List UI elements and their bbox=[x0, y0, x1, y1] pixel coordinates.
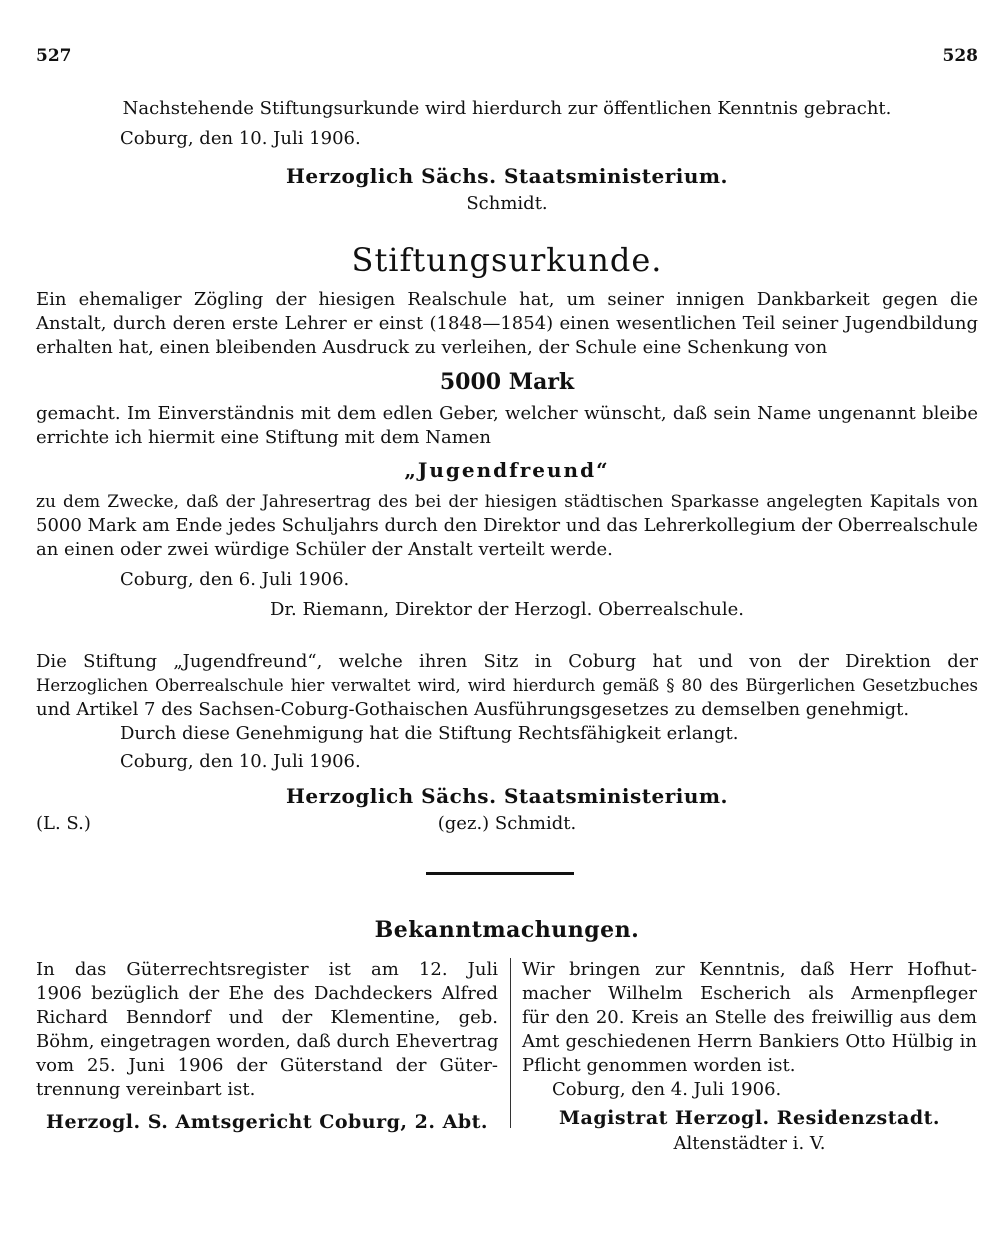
right-notice-line5: Pflicht genommen worden ist. bbox=[522, 1055, 796, 1076]
approval-line3: und Artikel 7 des Sachsen-Coburg-Gothaischen Ausführungsgesetzes zu demselben genehmigt. bbox=[36, 699, 910, 720]
deed-para1-line3: erhalten hat, einen bleibenden Ausdruck zu verleihen, der Schule eine Schenkung von bbox=[36, 337, 828, 358]
approval-line2: Herzoglichen Oberrealschule hier verwaltet wird, wird hierdurch gemäß § 80 des Bürgerlichen Gesetzbuches bbox=[36, 676, 978, 695]
notice-authority: Herzoglich Sächs. Staatsministerium. bbox=[285, 164, 729, 188]
approval-line1: Die Stiftung „Jugendfreund“, welche ihren Sitz in Coburg hat und von der Direktion der bbox=[36, 651, 978, 672]
deed-signer: Dr. Riemann, Direktor der Herzogl. Oberrealschule. bbox=[269, 599, 745, 620]
deed-para3-line2: 5000 Mark am Ende jedes Schuljahrs durch den Direktor und das Lehrerkollegium der Oberrealschule bbox=[36, 515, 978, 536]
approval-authority: Herzoglich Sächs. Staatsministerium. bbox=[285, 784, 729, 808]
right-notice-date: Coburg, den 4. Juli 1906. bbox=[552, 1079, 782, 1100]
column-divider bbox=[510, 958, 511, 1128]
left-notice-line3: Richard Benndorf und der Klementine, geb. bbox=[36, 1007, 498, 1028]
right-notice-line3: für den 20. Kreis an Stelle des freiwillig aus dem bbox=[522, 1007, 977, 1028]
left-notice-line6: trennung vereinbart ist. bbox=[36, 1079, 256, 1100]
deed-date: Coburg, den 6. Juli 1906. bbox=[120, 569, 350, 590]
notice-date: Coburg, den 10. Juli 1906. bbox=[120, 128, 361, 149]
right-notice-signer: Altenstädter i. V. bbox=[673, 1133, 826, 1154]
right-notice-signature: Magistrat Herzogl. Residenzstadt. bbox=[558, 1107, 940, 1129]
announcements-title: Bekanntmachungen. bbox=[374, 917, 640, 943]
approval-signer: (gez.) Schmidt. bbox=[437, 813, 577, 834]
page-number-left: 527 bbox=[36, 46, 72, 66]
section-divider-rule bbox=[426, 872, 574, 875]
deed-para1-line2: Anstalt, durch deren erste Lehrer er einst (1848—1854) einen wesentlichen Teil seiner Jugendbildung bbox=[36, 313, 978, 334]
approval-line4: Durch diese Genehmigung hat die Stiftung Rechtsfähigkeit erlangt. bbox=[120, 723, 739, 744]
notice-intro: Nachstehende Stiftungsurkunde wird hierdurch zur öffentlichen Kenntnis gebracht. bbox=[122, 98, 892, 119]
deed-title: Stiftungsurkunde. bbox=[351, 241, 663, 279]
notice-signer: Schmidt. bbox=[466, 193, 548, 214]
right-notice-line1: Wir bringen zur Kenntnis, daß Herr Hofhut- bbox=[522, 959, 977, 980]
deed-foundation-name: „Jugendfreund“ bbox=[404, 458, 610, 482]
left-notice-line2: 1906 bezüglich der Ehe des Dachdeckers Alfred bbox=[36, 983, 498, 1004]
page-number-right: 528 bbox=[942, 46, 978, 66]
left-notice-line1: In das Güterrechtsregister ist am 12. Juli bbox=[36, 959, 498, 980]
approval-date: Coburg, den 10. Juli 1906. bbox=[120, 751, 361, 772]
seal-mark: (L. S.) bbox=[36, 813, 91, 834]
deed-para2-line2: errichte ich hiermit eine Stiftung mit dem Namen bbox=[36, 427, 492, 448]
deed-para3-line1: zu dem Zwecke, daß der Jahresertrag des bei der hiesigen städtischen Sparkasse angelegten Kapitals von bbox=[36, 492, 978, 512]
left-notice-line4: Böhm, eingetragen worden, daß durch Ehevertrag bbox=[36, 1031, 499, 1052]
deed-para3-line3: an einen oder zwei würdige Schüler der Anstalt verteilt werde. bbox=[36, 539, 613, 560]
deed-amount: 5000 Mark bbox=[439, 369, 575, 395]
deed-para1-line1: Ein ehemaliger Zögling der hiesigen Realschule hat, um seiner innigen Dankbarkeit gegen die bbox=[36, 289, 978, 310]
right-notice-line2: macher Wilhelm Escherich als Armenpfleger bbox=[522, 983, 977, 1004]
left-notice-signature: Herzogl. S. Amtsgericht Coburg, 2. Abt. bbox=[46, 1111, 488, 1133]
left-notice-line5: vom 25. Juni 1906 der Güterstand der Güter- bbox=[36, 1055, 498, 1076]
deed-para2-line1: gemacht. Im Einverständnis mit dem edlen Geber, welcher wünscht, daß sein Name ungenannt bleibe bbox=[36, 403, 978, 424]
right-notice-line4: Amt geschiedenen Herrn Bankiers Otto Hülbig in bbox=[522, 1031, 977, 1052]
